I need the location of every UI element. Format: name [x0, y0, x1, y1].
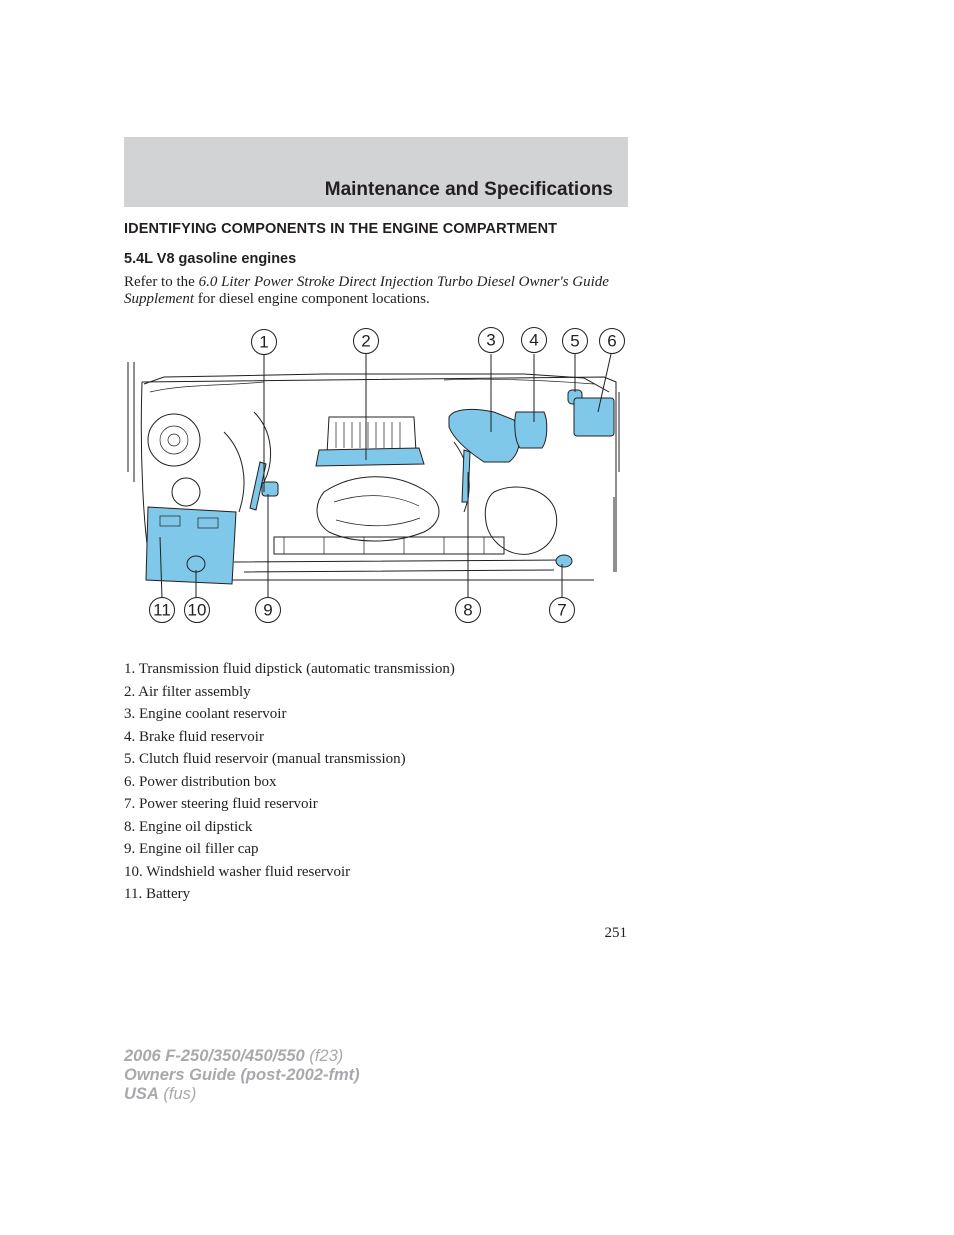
legend-item: 11. Battery — [124, 886, 191, 902]
document-footer — [124, 1047, 360, 1104]
page-number: 251 — [604, 925, 627, 941]
intro-paragraph — [124, 274, 624, 307]
legend-item: 2. Air filter assembly — [124, 683, 251, 700]
callout-8 — [456, 598, 481, 623]
intro-text-after: for diesel engine component locations. — [193, 290, 430, 307]
legend-item: 3. Engine coolant reservoir — [124, 706, 287, 722]
battery — [146, 507, 236, 584]
callout-2-number: 2 — [361, 331, 371, 351]
callout-7 — [550, 598, 575, 623]
footer-guide-line: Owners Guide (post-2002-fmt) — [124, 1066, 360, 1084]
callout-4 — [522, 328, 547, 353]
intro-text-before: Refer to the — [124, 274, 199, 290]
callout-2 — [354, 329, 379, 354]
header-band — [124, 137, 628, 207]
callout-3-number: 3 — [486, 330, 496, 350]
callout-9 — [256, 598, 281, 623]
legend-item: 6. Power distribution box — [124, 773, 277, 790]
engine-oil-dipstick — [462, 450, 470, 502]
component-legend — [124, 658, 455, 906]
callout-10-number: 10 — [187, 600, 207, 620]
callout-5 — [563, 329, 588, 354]
footer-model-code: (f23) — [304, 1047, 344, 1065]
callout-11 — [150, 598, 175, 623]
callout-7-number: 7 — [557, 600, 567, 620]
brake-fluid-reservoir — [515, 412, 547, 448]
callout-4-number: 4 — [529, 330, 539, 350]
legend-item: 8. Engine oil dipstick — [124, 818, 253, 835]
legend-item: 5. Clutch fluid reservoir (manual transmission) — [124, 751, 406, 767]
callout-8-number: 8 — [463, 600, 473, 620]
windshield-washer-fluid-reservoir — [187, 556, 205, 572]
air-filter-assembly — [316, 448, 424, 466]
callout-11-number: 11 — [153, 600, 171, 620]
callout-6 — [600, 329, 625, 354]
engine-subheading: 5.4L V8 gasoline engines — [124, 251, 297, 267]
footer-market-line — [124, 1085, 360, 1104]
callout-3 — [479, 328, 504, 353]
engine-compartment-diagram — [124, 322, 628, 632]
legend-item: 10. Windshield washer fluid reservoir — [124, 863, 351, 880]
legend-item: 4. Brake fluid reservoir — [124, 728, 264, 745]
footer-market: USA — [124, 1085, 159, 1103]
diesel-supplement-reference: 6.0 Liter Power Stroke Direct Injection Turbo Diesel Owner's Guide Supplement — [124, 274, 609, 307]
legend-item: 1. Transmission fluid dipstick (automatic transmission) — [124, 661, 455, 677]
callout-1 — [252, 330, 277, 355]
callout-9-number: 9 — [263, 600, 273, 620]
callout-10 — [185, 598, 210, 623]
footer-model: 2006 F-250/350/450/550 — [124, 1047, 305, 1065]
engine-coolant-reservoir — [449, 409, 519, 462]
legend-item: 7. Power steering fluid reservoir — [124, 796, 318, 812]
power-steering-fluid-reservoir — [556, 555, 572, 567]
footer-model-line — [124, 1047, 360, 1066]
power-distribution-box — [574, 398, 614, 436]
legend-item: 9. Engine oil filler cap — [124, 841, 259, 857]
callout-1-number: 1 — [259, 332, 269, 352]
callout-6-number: 6 — [607, 331, 617, 351]
page-title: Maintenance and Specifications — [324, 179, 613, 200]
section-heading: IDENTIFYING COMPONENTS IN THE ENGINE COMPARTMENT — [124, 221, 558, 237]
footer-market-code: (fus) — [158, 1085, 197, 1103]
callout-5-number: 5 — [570, 331, 580, 351]
